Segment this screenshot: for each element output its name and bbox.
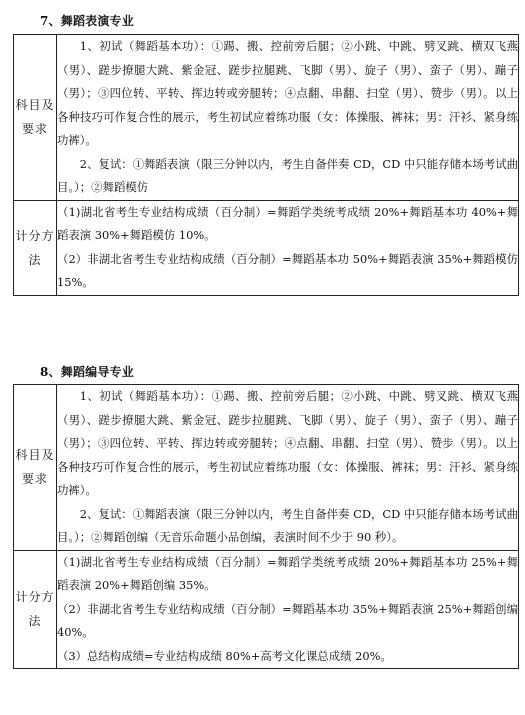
paragraph-second-round: 2、复试：①舞蹈表演（限三分钟以内，考生自备伴奏 CD，CD 中只能存储本场考试曲目。）；②舞蹈创编（无音乐命题小品创编，表演时间不少于 90 秒）。	[57, 506, 518, 544]
paragraph-scoring-hubei: （1)湖北省考生专业结构成绩（百分制）=舞蹈学类统考成绩 20%+舞蹈基本功 25%+舞蹈表演 20%+舞蹈创编 35%。	[57, 554, 518, 592]
row-content-subjects	[57, 35, 519, 201]
table-row	[14, 200, 519, 295]
paragraph-second-round: 2、复试：①舞蹈表演（限三分钟以内，考生自备伴奏 CD，CD 中只能存储本场考试曲目。）；②舞蹈模仿	[57, 156, 518, 194]
table-row	[14, 550, 519, 669]
paragraph-preliminary: 1、初试（舞蹈基本功）：①踢、搬、控前旁后腿；②小跳、中跳、劈叉跳、横双飞燕（男）、蹉步撩腿大跳、紫金冠、蹉步拉腿跳、飞脚（男）、旋子（男）、蛮子（男）、蹦子（男）；③四位转、平转、挥边转或旁腿转；④点翻、串翻、扫堂（男）、赞步（男）。以上各种技巧可作复合性的展示，考生初试应着练功服（女：体操服、裤袜；男：汗衫、紧身练功裤）。	[57, 389, 518, 497]
paragraph-scoring-non-hubei: （2）非湖北省考生专业结构成绩（百分制）=舞蹈基本功 35%+舞蹈表演 25%+舞蹈创编 40%。	[57, 601, 518, 639]
paragraph-preliminary: 1、初试（舞蹈基本功）：①踢、搬、控前旁后腿；②小跳、中跳、劈叉跳、横双飞燕（男）、蹉步撩腿大跳、紫金冠、蹉步拉腿跳、飞脚（男）、旋子（男）、蛮子（男）、蹦子（男）；③四位转、平转、挥边转或旁腿转；④点翻、串翻、扫堂（男）、赞步（男）。以上各种技巧可作复合性的展示，考生初试应着练功服（女：体操服、裤袜；男：汗衫、紧身练功裤）。	[57, 39, 518, 147]
row-label-subjects: 科目及要求	[14, 385, 57, 551]
requirements-table-dance-performance	[13, 34, 519, 296]
row-content-scoring	[57, 550, 519, 669]
section-title-dance-performance: 7、舞蹈表演专业	[40, 14, 134, 28]
paragraph-total-score: （3）总结构成绩=专业结构成绩 80%+高考文化课总成绩 20%。	[57, 648, 392, 663]
section-title-dance-choreography: 8、舞蹈编导专业	[40, 365, 134, 379]
row-label-subjects: 科目及要求	[14, 35, 57, 201]
row-label-scoring: 计分方法	[14, 550, 57, 669]
paragraph-scoring-hubei: （1)湖北省考生专业结构成绩（百分制）=舞蹈学类统考成绩 20%+舞蹈基本功 40%+舞蹈表演 30%+舞蹈模仿 10%。	[57, 204, 518, 242]
paragraph-scoring-non-hubei: （2）非湖北省考生专业结构成绩（百分制）=舞蹈基本功 50%+舞蹈表演 35%+舞蹈模仿 15%。	[57, 251, 518, 289]
row-content-scoring	[57, 200, 519, 295]
row-content-subjects	[57, 385, 519, 551]
requirements-table-dance-choreography	[13, 384, 519, 669]
table-row	[14, 35, 519, 201]
row-label-scoring: 计分方法	[14, 200, 57, 295]
table-row	[14, 385, 519, 551]
